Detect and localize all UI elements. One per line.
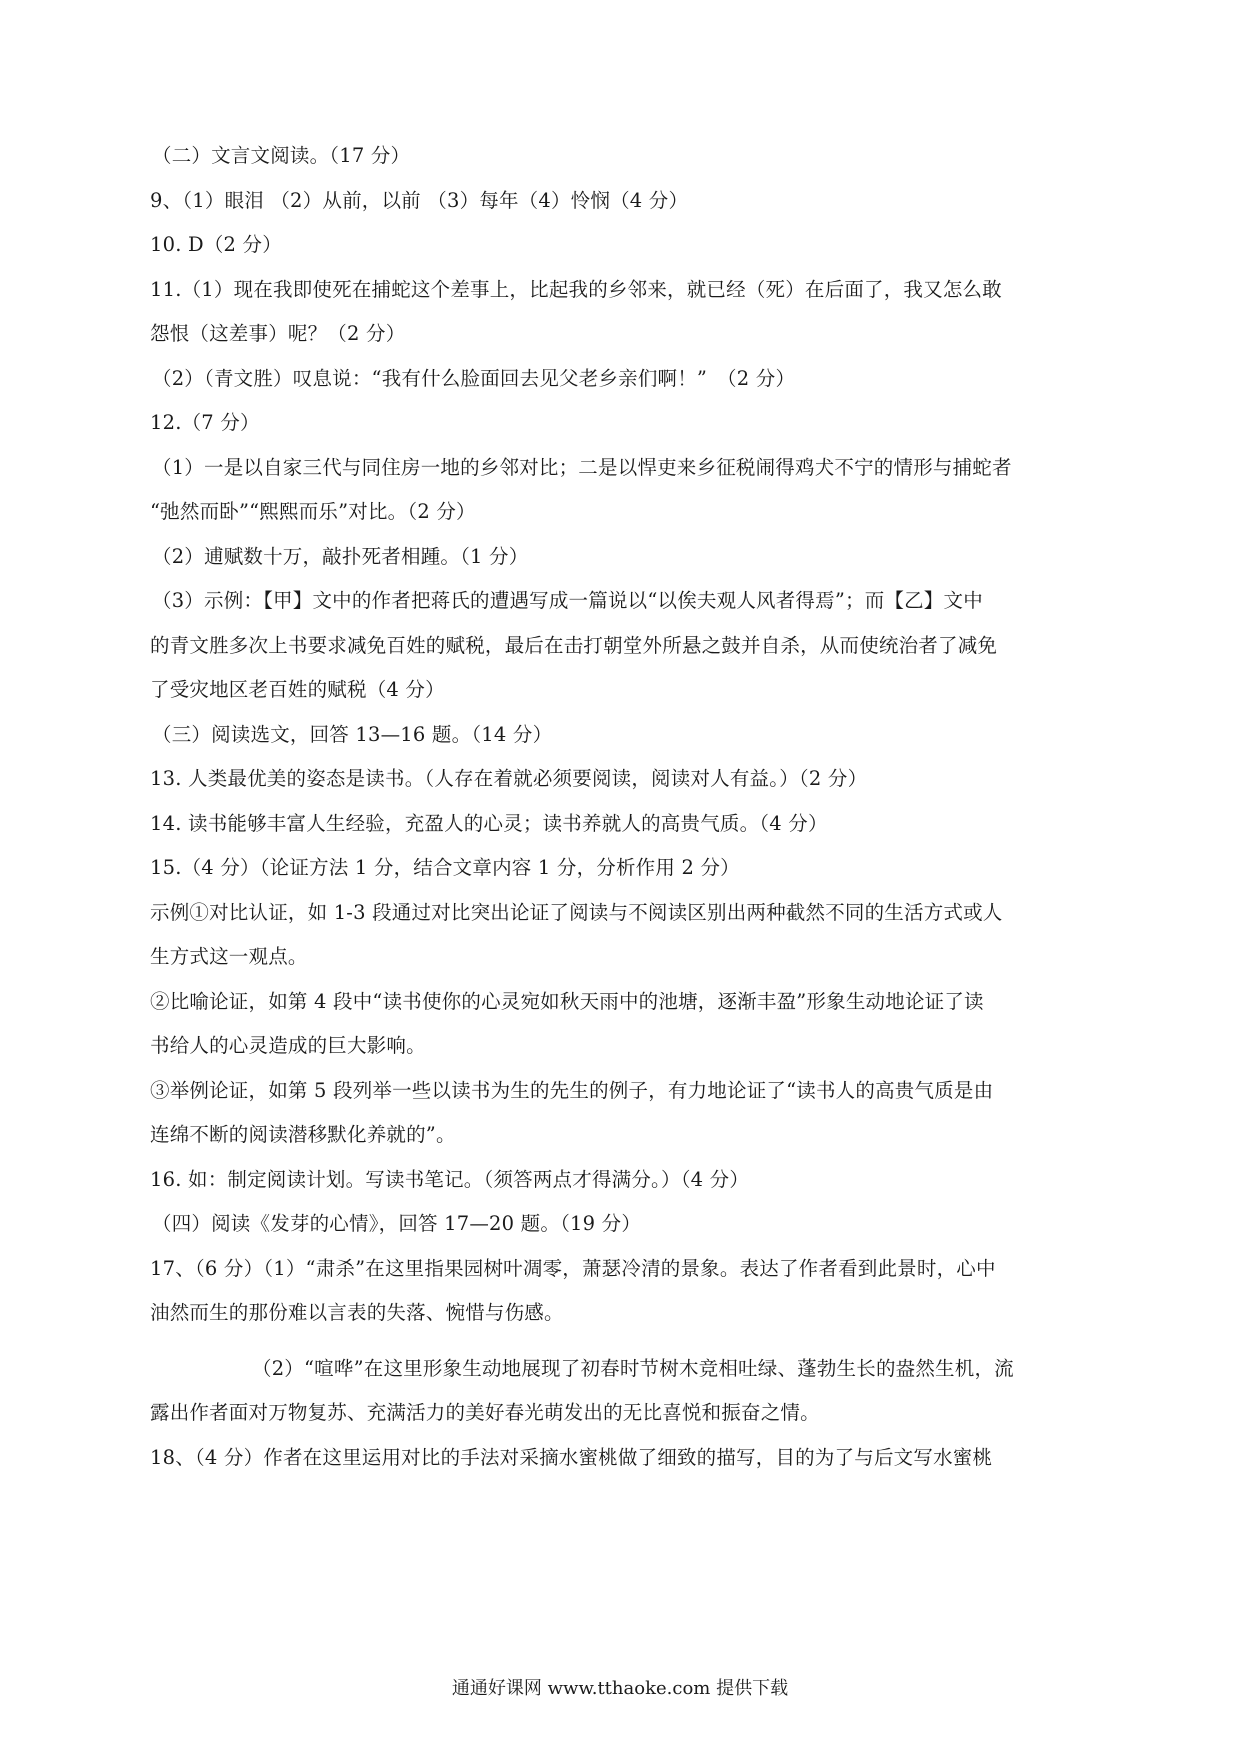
- answer-17-2-line-2: 露出作者面对万物复苏、充满活力的美好春光萌发出的无比喜悦和振奋之情。: [150, 1401, 820, 1424]
- answer-15-example-2-line-2: 书给人的心灵造成的巨大影响。: [150, 1034, 426, 1057]
- page-footer: 通通好课网 www.tthaoke.com 提供下载: [451, 1678, 789, 1699]
- answer-11-2: （2）（青文胜）叹息说：“我有什么脸面回去见父老乡亲们啊！” （2 分）: [152, 367, 796, 390]
- answer-16: 16. 如：制定阅读计划。写读书笔记。（须答两点才得满分。）（4 分）: [150, 1168, 750, 1191]
- answer-12-1-line-1: （1）一是以自家三代与同住房一地的乡邻对比；二是以悍吏来乡征税闹得鸡犬不宁的情形与捕蛇者: [152, 456, 1012, 479]
- answer-10: 10. D（2 分）: [150, 233, 282, 256]
- answer-15-example-2-line-1: ②比喻论证，如第 4 段中“读书使你的心灵宛如秋天雨中的池塘，逐渐丰盈”形象生动地论证了读: [150, 990, 984, 1013]
- answer-15-example-3-line-2: 连绵不断的阅读潜移默化养就的”。: [150, 1123, 456, 1146]
- answer-17-1-line-1: 17、（6 分）（1）“肃杀”在这里指果园树叶凋零，萧瑟冷清的景象。表达了作者看到此景时，心中: [150, 1257, 996, 1280]
- section-3-heading: （三）阅读选文，回答 13—16 题。（14 分）: [152, 723, 553, 746]
- answer-12-1-line-2: “弛然而卧”“熙熙而乐”对比。（2 分）: [150, 500, 476, 523]
- answer-12-3-line-1: （3）示例：【甲】文中的作者把蒋氏的遭遇写成一篇说以“以俟夫观人风者得焉”；而【乙】文中: [152, 589, 983, 612]
- answer-15: 15.（4 分）（论证方法 1 分，结合文章内容 1 分，分析作用 2 分）: [150, 856, 740, 879]
- answer-15-example-3-line-1: ③举例论证，如第 5 段列举一些以读书为生的先生的例子，有力地论证了“读书人的高贵气质是由: [150, 1079, 994, 1102]
- answer-14: 14. 读书能够丰富人生经验，充盈人的心灵；读书养就人的高贵气质。（4 分）: [150, 812, 828, 835]
- answer-9: 9、（1）眼泪 （2）从前，以前 （3）每年（4）怜悯（4 分）: [150, 189, 689, 212]
- section-4-heading: （四）阅读《发芽的心情》，回答 17—20 题。（19 分）: [152, 1212, 642, 1235]
- answer-15-example-1-line-2: 生方式这一观点。: [150, 945, 308, 968]
- answer-11-1-line-1: 11.（1）现在我即使死在捕蛇这个差事上，比起我的乡邻来，就已经（死）在后面了，我又怎么敢: [150, 278, 1002, 301]
- answer-11-1-line-2: 怨恨（这差事）呢？（2 分）: [150, 322, 406, 345]
- answer-18-line-1: 18、（4 分）作者在这里运用对比的手法对采摘水蜜桃做了细致的描写，目的为了与后文写水蜜桃: [150, 1446, 993, 1469]
- answer-12-3-line-3: 了受灾地区老百姓的赋税（4 分）: [150, 678, 445, 701]
- answer-15-example-1-line-1: 示例①对比认证，如 1-3 段通过对比突出论证了阅读与不阅读区别出两种截然不同的生活方式或人: [150, 901, 1003, 924]
- answer-12-2: （2）逋赋数十万，敲扑死者相踵。（1 分）: [152, 545, 529, 568]
- section-2-heading: （二）文言文阅读。（17 分）: [152, 144, 411, 167]
- answer-17-2-line-1: （2）“喧哗”在这里形象生动地展现了初春时节树木竞相吐绿、蓬勃生长的盎然生机，流: [252, 1357, 1014, 1380]
- answer-12: 12.（7 分）: [150, 411, 260, 434]
- answer-17-1-line-2: 油然而生的那份难以言表的失落、惋惜与伤感。: [150, 1301, 564, 1324]
- answer-12-3-line-2: 的青文胜多次上书要求减免百姓的赋税，最后在击打朝堂外所悬之鼓并自杀，从而使统治者了减免: [150, 634, 998, 657]
- answer-13: 13. 人类最优美的姿态是读书。（人存在着就必须要阅读，阅读对人有益。）（2 分）: [150, 767, 868, 790]
